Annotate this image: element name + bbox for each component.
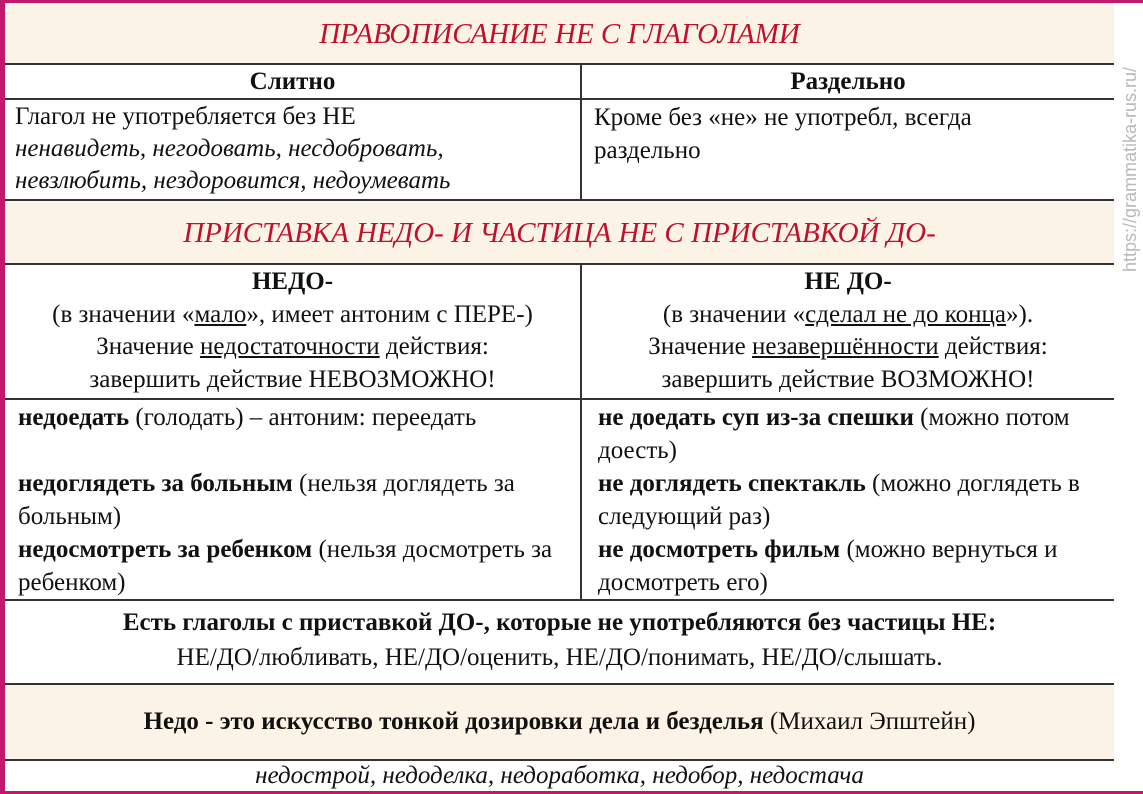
underlined-word: недостаточности bbox=[199, 333, 380, 360]
ne-do-value bbox=[582, 331, 1114, 364]
text: »). bbox=[1006, 300, 1034, 328]
column-divider bbox=[580, 263, 582, 600]
column-divider bbox=[580, 63, 582, 200]
text: Значение bbox=[648, 333, 753, 360]
example-note: (можно потом доесть) bbox=[598, 404, 1070, 464]
together-example-line: невзлюбить, нездоровится, недоумевать bbox=[15, 167, 451, 194]
list-item bbox=[18, 533, 576, 599]
column-header-together: Слитно bbox=[249, 68, 336, 95]
underlined-word: мало bbox=[194, 300, 247, 328]
nedo-value bbox=[5, 331, 580, 364]
text: действия: bbox=[379, 333, 489, 360]
list-item bbox=[598, 467, 1112, 533]
text: действия: bbox=[938, 333, 1048, 360]
divider bbox=[5, 98, 1114, 100]
example-word: недоедать bbox=[18, 404, 130, 431]
ne-do-result: завершить действие ВОЗМОЖНО! bbox=[661, 365, 1035, 393]
text: (в значении « bbox=[52, 300, 195, 328]
note-examples: НЕ/ДО/любливать, НЕ/ДО/оценить, НЕ/ДО/понимать, НЕ/ДО/слышать. bbox=[176, 644, 943, 671]
quote-text: Недо - это искусство тонкой дозировки дела и безделья bbox=[143, 708, 764, 735]
separate-rule: Кроме без «не» не употребл, всегда раздельно bbox=[594, 104, 972, 164]
quote bbox=[5, 685, 1114, 759]
underlined-word: сделал не до конца bbox=[805, 300, 1007, 328]
example-note: (можно вернуться и досмотреть его) bbox=[598, 536, 1058, 596]
section-title-nedo-prefix: ПРИСТАВКА НЕДО- И ЧАСТИЦА НЕ С ПРИСТАВКОЙ ДО- bbox=[5, 201, 1114, 263]
text: », имеет антоним с ПЕРЕ-) bbox=[246, 300, 533, 328]
example-note: (можно доглядеть в следующий раз) bbox=[598, 470, 1080, 530]
watermark-url: https://grammatika-rus.ru/ bbox=[1120, 66, 1140, 272]
nedo-title: НЕДО- bbox=[251, 268, 334, 295]
example-note: (голодать) – антоним: переедать bbox=[129, 404, 477, 431]
quote-author: (Михаил Эпштейн) bbox=[763, 708, 976, 735]
text: (в значении « bbox=[662, 300, 806, 328]
example-word: недоглядеть за больным bbox=[18, 470, 293, 497]
divider bbox=[5, 398, 1114, 400]
nedo-verbs-note bbox=[5, 605, 1114, 675]
together-rule-cell bbox=[15, 101, 575, 197]
divider bbox=[5, 599, 1114, 601]
example-word: не доглядеть спектакль bbox=[598, 470, 866, 497]
list-item bbox=[18, 467, 576, 533]
ne-do-examples bbox=[598, 401, 1112, 599]
watermark bbox=[1116, 0, 1143, 280]
ne-do-description bbox=[582, 266, 1114, 396]
nedo-examples bbox=[18, 401, 576, 599]
text: Значение bbox=[96, 333, 200, 360]
underlined-word: незавершённости bbox=[752, 333, 939, 360]
list-item bbox=[18, 401, 576, 467]
column-header-separate: Раздельно bbox=[790, 68, 906, 95]
example-word: не доедать суп из-за спешки bbox=[598, 404, 914, 431]
nedo-description bbox=[5, 266, 580, 396]
section-title-ne-with-verbs: ПРАВОПИСАНИЕ НЕ С ГЛАГОЛАМИ bbox=[5, 3, 1114, 63]
list-item bbox=[598, 533, 1112, 599]
nedo-meaning bbox=[5, 299, 580, 332]
together-example-line: ненавидеть, негодовать, несдобровать, bbox=[15, 135, 444, 162]
note-heading: Есть глаголы с приставкой ДО-, которые не употребляются без частицы НЕ: bbox=[122, 609, 997, 636]
nedo-result: завершить действие НЕВОЗМОЖНО! bbox=[89, 365, 496, 393]
together-rule: Глагол не употребляется без НЕ bbox=[15, 103, 356, 130]
footer-words: недострой, недоделка, недоработка, недобор, недостача bbox=[255, 762, 864, 789]
ne-do-meaning bbox=[582, 299, 1114, 332]
example-note: (нельзя досмотреть за ребенком) bbox=[18, 536, 553, 596]
divider bbox=[5, 263, 1114, 265]
example-word: не досмотреть фильм bbox=[598, 536, 841, 563]
example-word: недосмотреть за ребенком bbox=[18, 536, 313, 563]
list-item bbox=[598, 401, 1112, 467]
ne-do-title: НЕ ДО- bbox=[804, 268, 892, 295]
example-note: (нельзя доглядеть за больным) bbox=[18, 470, 515, 530]
